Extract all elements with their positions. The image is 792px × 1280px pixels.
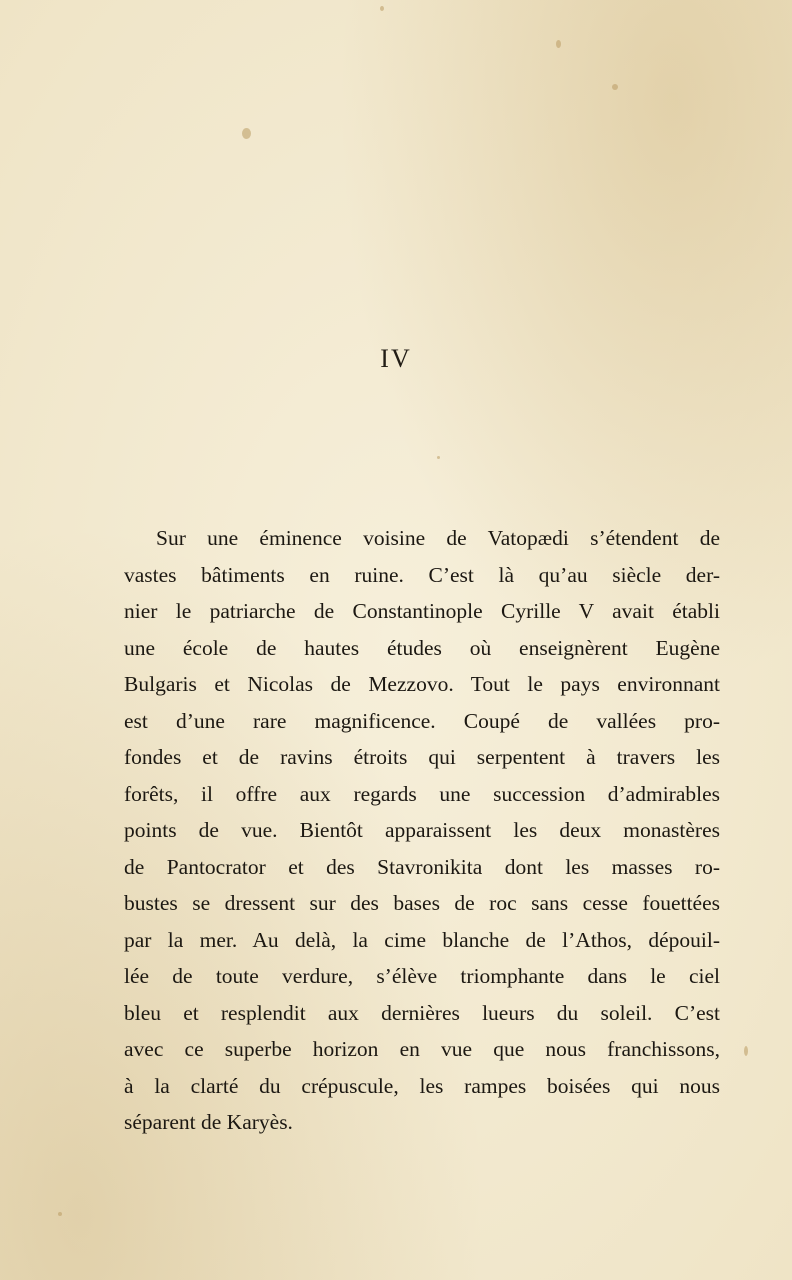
paper-speck <box>242 128 251 139</box>
text-line: séparent de Karyès. <box>124 1110 293 1134</box>
text-line: par la mer. Au delà, la cime blanche de l’Athos, dépouil- <box>124 927 720 952</box>
text-line: est d’une rare magnificence. Coupé de vallées pro- <box>124 708 720 733</box>
paper-speck <box>380 6 384 11</box>
paper-speck <box>58 1212 62 1216</box>
paper-speck <box>744 1046 748 1056</box>
text-line: à la clarté du crépuscule, les rampes boisées qui nous <box>124 1073 720 1098</box>
text-line: vastes bâtiments en ruine. C’est là qu’au siècle der- <box>124 562 720 587</box>
text-line: nier le patriarche de Constantinople Cyrille V avait établi <box>124 599 720 623</box>
text-line: Bulgaris et Nicolas de Mezzovo. Tout le pays environnant <box>124 672 720 696</box>
text-line: points de vue. Bientôt apparaissent les deux monastères <box>124 818 720 842</box>
text-line: bleu et resplendit aux dernières lueurs du soleil. C’est <box>124 1000 720 1025</box>
paper-speck <box>612 84 618 90</box>
chapter-number: IV <box>380 344 412 373</box>
paragraph <box>124 520 720 1141</box>
text-line: lée de toute verdure, s’élève triomphante dans le ciel <box>124 964 720 988</box>
text-line: avec ce superbe horizon en vue que nous franchissons, <box>124 1037 720 1061</box>
text-line: forêts, il offre aux regards une succession d’admirables <box>124 781 720 806</box>
text-line: Sur une éminence voisine de Vatopædi s’étendent de <box>156 526 720 550</box>
text-line: de Pantocrator et des Stavronikita dont les masses ro- <box>124 854 720 879</box>
paper-speck <box>556 40 561 48</box>
text-line: fondes et de ravins étroits qui serpentent à travers les <box>124 745 720 769</box>
text-line: une école de hautes études où enseignèrent Eugène <box>124 635 720 660</box>
paper-speck <box>437 456 440 459</box>
text-line: bustes se dressent sur des bases de roc sans cesse fouettées <box>124 891 720 915</box>
